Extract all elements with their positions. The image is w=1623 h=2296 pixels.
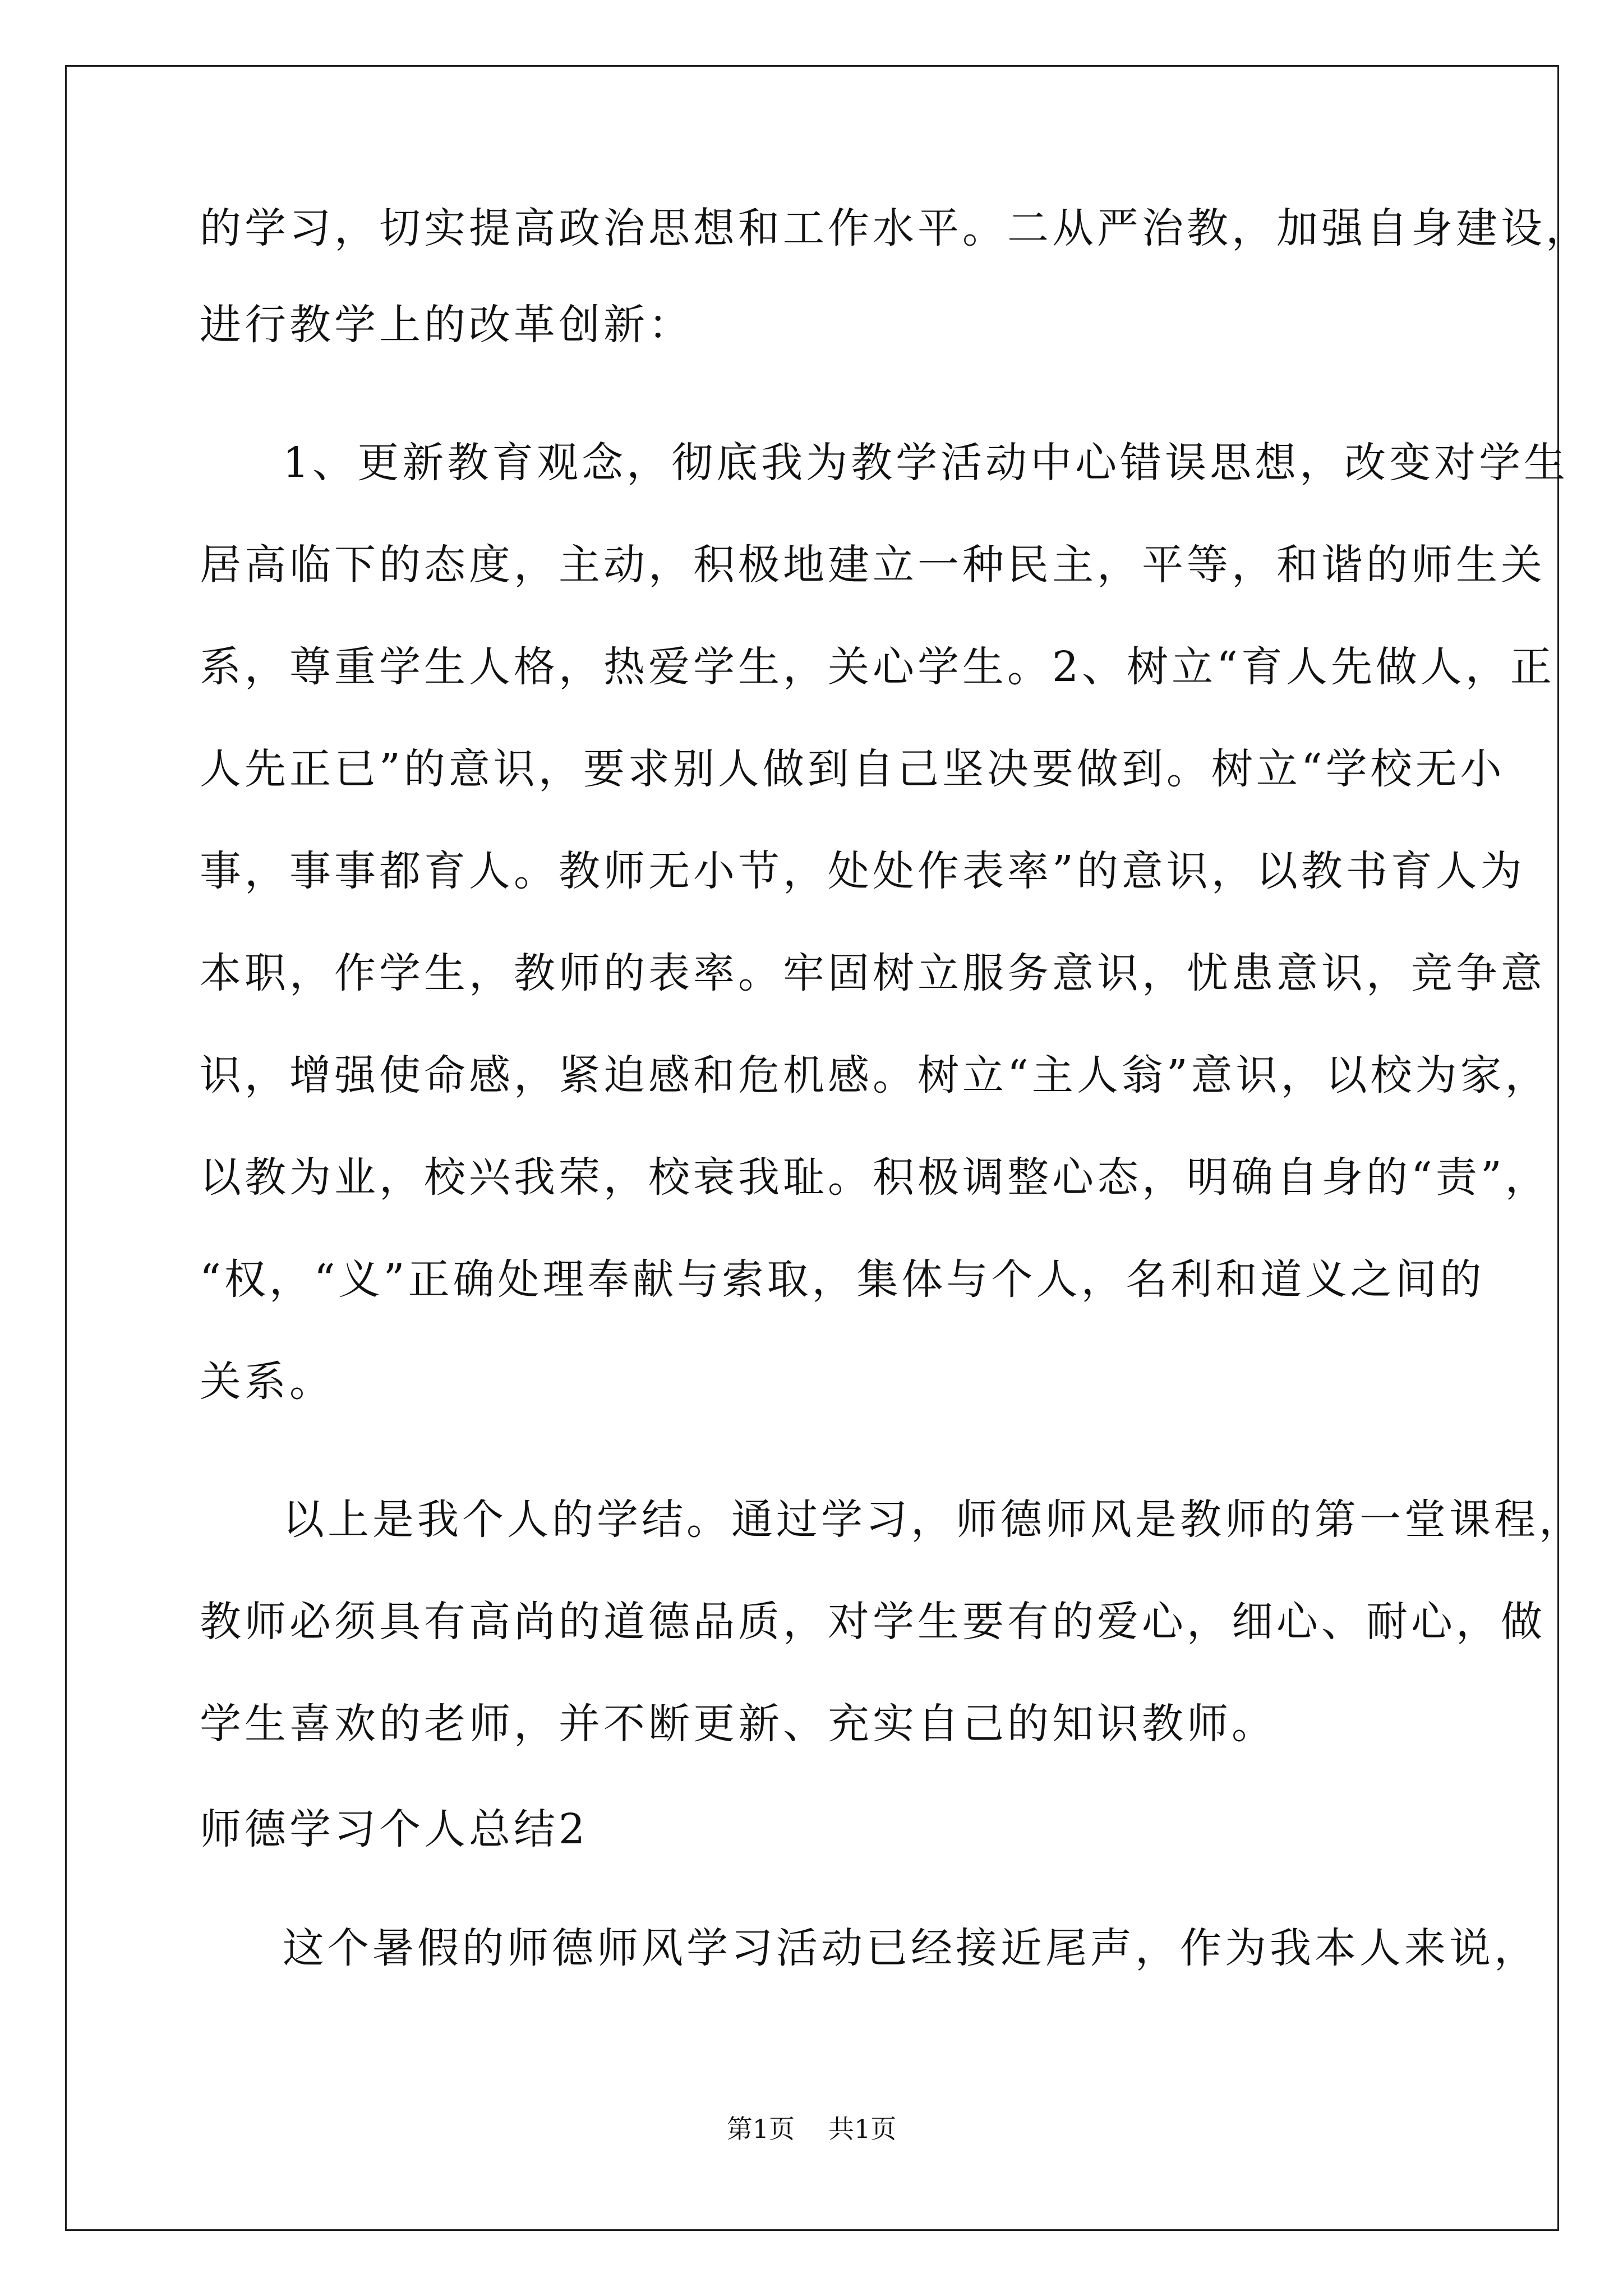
text-line: 1、更新教育观念，彻底我为教学活动中心错误思想，改变对学生	[283, 439, 1569, 487]
text-line: 以教为业，校兴我荣，校衰我耻。积极调整心态，明确自身的“责”，	[200, 1153, 1550, 1202]
text-line: 关系。	[200, 1358, 334, 1406]
text-line: 教师必须具有高尚的道德品质，对学生要有的爱心，细心、耐心，做	[200, 1598, 1546, 1646]
text-line: 系，尊重学生人格，热爱学生，关心学生。2、树立“育人先做人，正	[200, 643, 1555, 691]
page-border	[65, 65, 1559, 2231]
text-line: 本职，作学生，教师的表率。牢固树立服务意识，忧患意识，竞争意	[200, 949, 1546, 997]
text-line: 的学习，切实提高政治思想和工作水平。二从严治教，加强自身建设，	[200, 204, 1590, 252]
text-line: 学生喜欢的老师，并不断更新、充实自己的知识教师。	[200, 1700, 1276, 1748]
text-line: 事，事事都育人。教师无小节，处处作表率”的意识，以教书育人为	[200, 847, 1525, 895]
page-total: 共1页	[828, 2114, 897, 2144]
page-number: 第1页	[726, 2114, 795, 2144]
text-line: 这个暑假的师德师风学习活动已经接近尾声，作为我本人来说，	[283, 1924, 1539, 1972]
text-line: 居高临下的态度，主动，积极地建立一种民主，平等，和谐的师生关	[200, 541, 1546, 589]
section-heading: 师德学习个人总结2	[200, 1805, 589, 1853]
text-line: “权，“义”正确处理奉献与索取，集体与个人，名利和道义之间的	[200, 1255, 1485, 1304]
text-line: 识，增强使命感，紧迫感和危机感。树立“主人翁”意识，以校为家，	[200, 1051, 1550, 1099]
text-line: 进行教学上的改革创新：	[200, 301, 693, 349]
page-footer	[0, 2116, 1623, 2142]
text-line: 人先正已”的意识，要求别人做到自己坚决要做到。树立“学校无小	[200, 745, 1505, 793]
text-line: 以上是我个人的学结。通过学习，师德师风是教师的第一堂课程，	[283, 1496, 1584, 1544]
